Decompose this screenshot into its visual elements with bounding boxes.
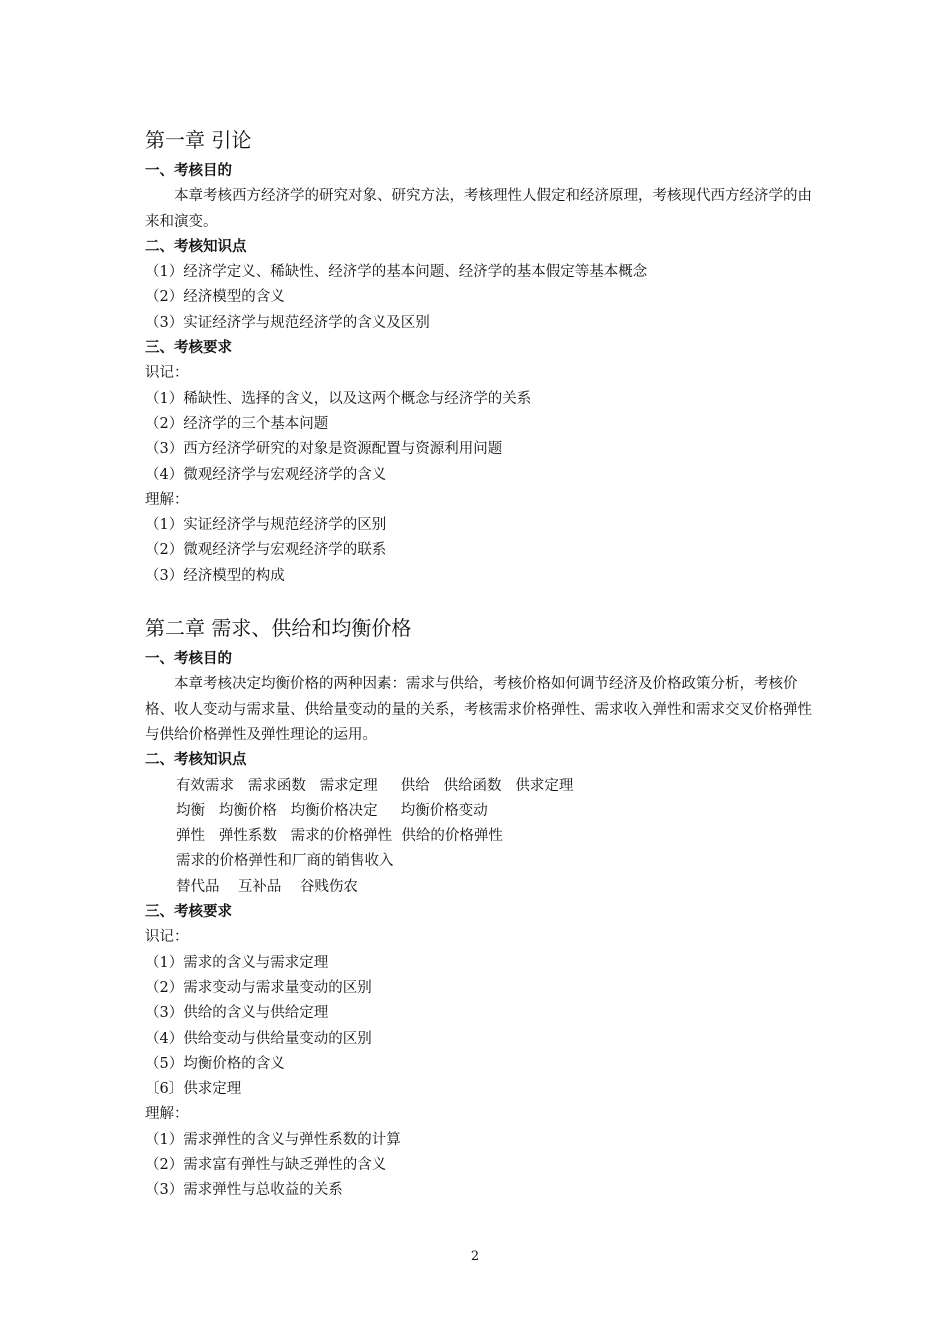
ch2-purpose-paragraph: 本章考核决定均衡价格的两种因素：需求与供给，考核价格如何调节经济及价格政策分析，考核价格、收人变动与需求量、供给量变动的量的关系，考核需求价格弹性、需求收入弹性和需求交叉价格弹性与供给价格弹性及弹性理论的运用。 [145,676,812,743]
ch2-understand-item: （2）需求富有弹性与缺乏弹性的含义 [145,1156,387,1173]
ch2-remember-item: （4）供给变动与供给量变动的区别 [145,1030,372,1047]
ch2-remember-item: 〔6〕供求定理 [145,1081,242,1098]
ch1-understand-item: （3）经济模型的构成 [145,567,285,584]
chapter-1-title: 第一章 引论 [145,128,252,152]
ch1-remember-item: （4）微观经济学与宏观经济学的含义 [145,466,387,483]
ch1-remember-item: （2）经济学的三个基本问题 [145,415,329,432]
ch1-remember-item: （1）稀缺性、选择的含义，以及这两个概念与经济学的关系 [145,390,532,407]
ch2-remember-item: （3）供给的含义与供给定理 [145,1005,329,1022]
ch1-remember-label: 识记： [145,365,189,382]
ch1-purpose-paragraph: 本章考核西方经济学的研究对象、研究方法，考核理性人假定和经济原理，考核现代西方经济学的由来和演变。 [145,188,812,230]
ch2-remember-item: （2）需求变动与需求量变动的区别 [145,979,372,996]
ch2-section-requirements-title: 三、考核要求 [145,904,232,921]
ch1-remember-item: （3）西方经济学研究的对象是资源配置与资源利用问题 [145,441,503,458]
ch1-section-knowledge-title: 二、考核知识点 [145,238,247,255]
ch1-knowledge-item: （3）实证经济学与规范经济学的含义及区别 [145,314,430,331]
ch1-understand-item: （2）微观经济学与宏观经济学的联系 [145,542,387,559]
ch2-knowledge-line: 弹性 弹性系数 需求的价格弹性 供给的价格弹性 [176,828,503,845]
ch2-knowledge-line: 均衡 均衡价格 均衡价格决定 均衡价格变动 [176,802,488,819]
ch1-section-purpose-title: 一、考核目的 [145,163,232,179]
ch2-knowledge-line: 需求的价格弹性和厂商的销售收入 [176,853,394,870]
ch2-understand-item: （1）需求弹性的含义与弹性系数的计算 [145,1131,401,1148]
chapter-spacer [145,589,825,613]
chapter-2-title: 第二章 需求、供给和均衡价格 [145,616,412,641]
ch2-understand-item: （3）需求弹性与总收益的关系 [145,1182,343,1199]
ch2-remember-label: 识记： [145,929,189,946]
page-number: 2 [470,1249,480,1264]
ch2-remember-item: （5）均衡价格的含义 [145,1055,285,1072]
ch2-section-knowledge-title: 二、考核知识点 [145,752,247,769]
ch2-knowledge-line: 替代品 互补品 谷贱伤农 [176,878,358,895]
ch2-remember-item: （1）需求的含义与需求定理 [145,954,329,971]
ch2-section-purpose-title: 一、考核目的 [145,651,232,668]
ch1-understand-item: （1）实证经济学与规范经济学的区别 [145,517,387,534]
ch2-knowledge-line: 有效需求 需求函数 需求定理 供给 供给函数 供求定理 [176,777,574,794]
page-content [145,125,825,1204]
ch1-knowledge-item: （1）经济学定义、稀缺性、经济学的基本问题、经济学的基本假定等基本概念 [145,264,648,281]
ch1-knowledge-item: （2）经济模型的含义 [145,289,285,306]
ch1-section-requirements-title: 三、考核要求 [145,340,232,357]
ch2-understand-label: 理解： [145,1106,189,1123]
ch1-understand-label: 理解： [145,491,189,508]
